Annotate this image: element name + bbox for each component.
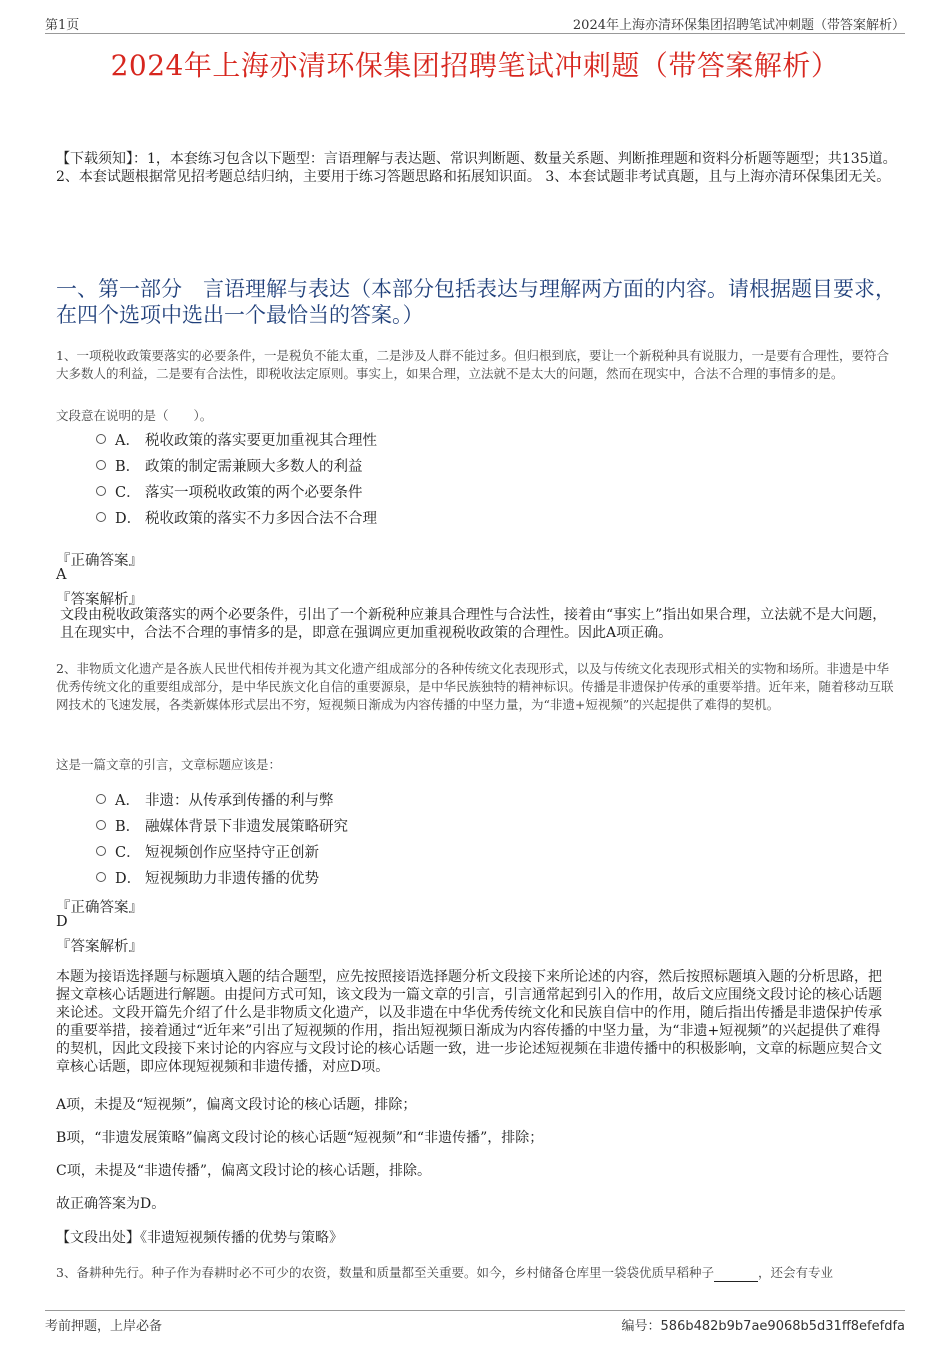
page-number: 第1页 [45,18,80,33]
q1-option-b[interactable]: B． 政策的制定需兼顾大多数人的利益 [96,453,377,477]
q2-note-b: B项，“非遗发展策略”偏离文段讨论的核心话题“短视频”和“非遗传播”，排除； [56,1130,544,1146]
radio-icon[interactable] [96,434,106,444]
q1-analysis-label: 『答案解析』 [56,592,143,608]
q1-options [96,427,377,529]
q2-analysis-label: 『答案解析』 [56,939,143,955]
q1-answer-label: 『正确答案』 [56,553,143,569]
footer-rule [45,1310,905,1311]
q2-answer-label: 『正确答案』 [56,900,143,916]
q2-option-c[interactable]: C． 短视频创作应坚持守正创新 [96,839,348,863]
q2-source: 【文段出处】《非遗短视频传播的优势与策略》 [56,1230,343,1246]
q1-analysis: 文段由税收政策落实的两个必要条件，引出了一个新税种应兼具合理性与合法性，接着由“事实上”指出如果合理，立法就不是大问题，且在现实中，合法不合理的事情多的是，即意在强调应更加重视税收政策的合理性。因此A项正确。 [60,607,887,641]
header-doc-title: 2024年上海亦清环保集团招聘笔试冲刺题（带答案解析） [572,18,905,33]
download-notice: 【下载须知】：1，本套练习包含以下题型：言语理解与表达题、常识判断题、数量关系题、判断推理题和资料分析题等题型；共135道。 2、本套试题根据常见招考题总结归纳，主要用于练习答题思路和拓展知识面。 3、本套试题非考试真题，且与上海亦清环保集团无关。 [56,151,897,185]
q2-note-c: C项，未提及“非遗传播”，偏离文段讨论的核心话题，排除。 [56,1163,432,1179]
radio-icon[interactable] [96,460,106,470]
q2-option-d[interactable]: D． 短视频助力非遗传播的优势 [96,865,348,889]
section-heading: 一、第一部分 言语理解与表达（本部分包括表达与理解两方面的内容。请根据题目要求，在四个选项中选出一个最恰当的答案。） [56,277,896,327]
radio-icon[interactable] [96,486,106,496]
q1-option-c[interactable]: C． 落实一项税收政策的两个必要条件 [96,479,377,503]
footer-slogan: 考前押题，上岸必备 [45,1319,163,1334]
q2-note-a: A项，未提及“短视频”，偏离文段讨论的核心话题，排除； [56,1097,417,1113]
document-code: 586b482b9b7ae9068b5d31ff8efefdfa [660,1319,905,1334]
page-title: 2024年上海亦清环保集团招聘笔试冲刺题（带答案解析） [110,49,840,82]
q2-prompt: 这是一篇文章的引言，文章标题应该是： [56,757,282,772]
radio-icon[interactable] [96,512,106,522]
fill-in-blank [714,1269,758,1282]
q2-options [96,787,348,889]
q1-option-d[interactable]: D． 税收政策的落实不力多因合法不合理 [96,505,377,529]
q2-conclusion: 故正确答案为D。 [56,1196,166,1212]
q1-option-a[interactable]: A． 税收政策的落实要更加重视其合理性 [96,427,377,451]
radio-icon[interactable] [96,846,106,856]
q2-analysis: 本题为接语选择题与标题填入题的结合题型，应先按照接语选择题分析文段接下来所论述的内容，然后按照标题填入题的分析思路，把握文章核心话题进行解题。由提问方式可知，该文段为一篇文章的引言，引言通常起到引入的作用，故后文应围绕文段讨论的核心话题来论述。文段开篇先介绍了什么是非物质文化遗产，以及非遗在中华优秀传统文化和民族自信中的作用，随后指出传播是非遗保护传承的重要举措，接着通过“近年来”引出了短视频的作用，指出短视频日渐成为内容传播的中坚力量，为“非遗+短视频”的兴起提供了难得的契机，因此文段接下来讨论的内容应与文段讨论的核心话题一致，进一步论述短视频在非遗传播中的积极影响，文章的标题应契合文章核心话题，即应体现短视频和非遗传播，对应D项。 [56,969,882,1075]
q1-prompt: 文段意在说明的是（ ）。 [56,408,213,423]
radio-icon[interactable] [96,872,106,882]
q2-option-a[interactable]: A． 非遗：从传承到传播的利与弊 [96,787,348,811]
q2-option-b[interactable]: B． 融媒体背景下非遗发展策略研究 [96,813,348,837]
q1-answer: A [56,567,67,583]
footer-code: 编号：586b482b9b7ae9068b5d31ff8efefdfa [621,1319,905,1334]
header-rule [45,33,905,34]
radio-icon[interactable] [96,794,106,804]
q2-stem: 2、非物质文化遗产是各族人民世代相传并视为其文化遗产组成部分的各种传统文化表现形式，以及与传统文化表现形式相关的实物和场所。非遗是中华优秀传统文化的重要组成部分，是中华民族文化自信的重要源泉，是中华民族独特的精神标识。传播是非遗保护传承的重要举措。近年来，随着移动互联网技术的飞速发展，各类新媒体形式层出不穷，短视频日渐成为内容传播的中坚力量，为“非遗+短视频”的兴起提供了难得的契机。 [56,661,894,712]
q3-stem: 3、备耕种先行。种子作为春耕时必不可少的农资，数量和质量都至关重要。如今，乡村储备仓库里一袋袋优质早稻种子 ，还会有专业 [56,1265,833,1280]
q1-stem: 1、一项税收政策要落实的必要条件，一是税负不能太重，二是涉及人群不能过多。但归根到底，要让一个新税种具有说服力，一是要有合理性，要符合大多数人的利益，二是要有合法性，即税收法定原则。事实上，如果合理，立法就不是太大的问题，然而在现实中，合法不合理的事情多的是。 [56,348,889,381]
radio-icon[interactable] [96,820,106,830]
q2-answer: D [56,914,68,930]
